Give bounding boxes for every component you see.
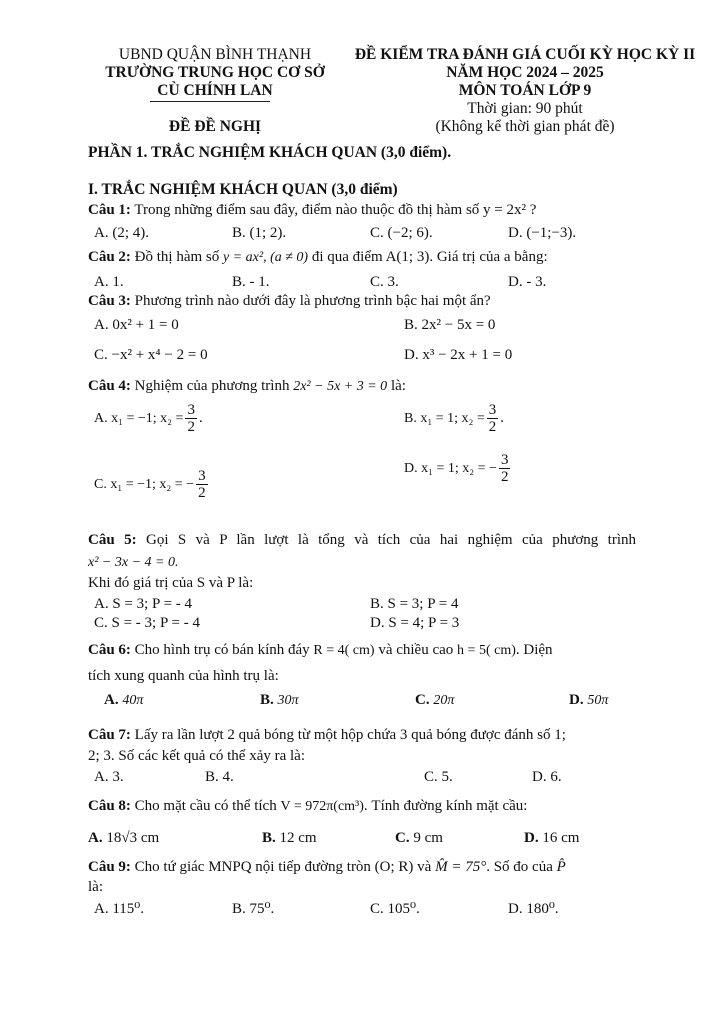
q6-text-pre: Cho hình trụ có bán kính đáy	[134, 642, 310, 658]
q8-a-label: A.	[88, 830, 103, 846]
q4-d-num: 3	[500, 452, 509, 468]
q7-option-a: A. 3.	[94, 769, 124, 785]
question-5	[88, 531, 636, 549]
q6-radius: R = 4( cm)	[313, 643, 375, 658]
q1-option-a: A. (2; 4).	[94, 225, 149, 241]
q1-label: Câu 1:	[88, 202, 131, 218]
q4-d-fraction	[499, 452, 511, 485]
question-9	[88, 858, 566, 876]
q9-text-post: . Số đo của	[486, 859, 553, 875]
q4-option-a	[94, 402, 203, 435]
q3-option-c: C. −x² + x⁴ − 2 = 0	[94, 347, 208, 363]
q6-a-value: 40π	[122, 693, 144, 708]
q7-option-c: C. 5.	[424, 769, 453, 785]
q1-option-b: B. (1; 2).	[232, 225, 287, 241]
q4-b-den: 2	[488, 419, 497, 435]
q6-b-label: B.	[260, 692, 274, 708]
q4-b-num: 3	[488, 402, 497, 418]
q4-d-den: 2	[500, 469, 509, 485]
q2-option-a: A. 1.	[94, 274, 124, 290]
q8-a-value: 18√3 cm	[106, 830, 160, 846]
q6-option-a	[104, 691, 143, 710]
q8-d-value: 16 cm	[542, 830, 580, 846]
q4-b-fraction	[487, 402, 499, 435]
q4-c-text: C. x₁ = −1; x₂ = −	[94, 476, 195, 492]
exam-title: ĐỀ KIỂM TRA ĐÁNH GIÁ CUỐI KỲ HỌC KỲ II	[354, 46, 696, 63]
q4-a-num: 3	[187, 402, 195, 418]
q8-b-label: B.	[262, 830, 276, 846]
question-7	[88, 726, 566, 744]
q6-option-d	[569, 691, 608, 710]
q5-option-c: C. S = - 3; P = - 4	[94, 615, 200, 631]
q2-option-d: D. - 3.	[508, 274, 547, 290]
part-title: PHẦN 1. TRẮC NGHIỆM KHÁCH QUAN (3,0 điểm).	[88, 144, 452, 161]
school-name-line2: CÙ CHÍNH LAN	[157, 82, 273, 99]
q3-text: Phương trình nào dưới đây là phương trình bậc hai một ẩn?	[134, 293, 491, 309]
q6-c-value: 20π	[433, 693, 455, 708]
q5-text-2: Khi đó giá trị của S và P là:	[88, 575, 254, 591]
q8-c-label: C.	[395, 830, 410, 846]
duration-note: (Không kể thời gian phát đề)	[435, 118, 615, 135]
q5-option-b: B. S = 3; P = 4	[370, 596, 459, 612]
school-year: NĂM HỌC 2024 – 2025	[446, 64, 604, 81]
q2-text-post: đi qua điểm A(1; 3). Giá trị của a bằng:	[311, 249, 548, 265]
q4-formula: 2x² − 5x + 3 = 0	[293, 379, 388, 394]
question-8	[88, 797, 527, 816]
q3-option-d: D. x³ − 2x + 1 = 0	[404, 347, 513, 363]
q4-a-text: A. x₁ = −1; x₂ =	[94, 410, 184, 426]
q7-option-b: B. 4.	[205, 769, 234, 785]
q7-option-d: D. 6.	[532, 769, 562, 785]
q4-c-fraction	[196, 468, 208, 501]
q3-option-b: B. 2x² − 5x = 0	[404, 317, 496, 333]
q6-d-value: 50π	[587, 693, 609, 708]
q4-a-period: .	[198, 409, 203, 426]
q6-option-b	[260, 691, 299, 710]
question-1	[88, 201, 536, 219]
q7-label: Câu 7:	[88, 727, 131, 743]
q6-d-label: D.	[569, 692, 584, 708]
q9-option-d: D. 180⁰.	[508, 901, 559, 917]
q1-option-d: D. (−1;−3).	[508, 225, 577, 241]
q9-angle-p: P̂	[556, 859, 566, 875]
q9-text-pre: Cho tứ giác MNPQ nội tiếp đường tròn (O; R) và	[134, 859, 432, 875]
q9-option-a: A. 115⁰.	[94, 901, 145, 917]
q9-option-c: C. 105⁰.	[370, 901, 420, 917]
header-underline	[150, 101, 270, 102]
q4-a-den: 2	[187, 419, 195, 435]
q4-b-period: .	[500, 409, 505, 426]
school-name: TRƯỜNG TRUNG HỌC CƠ SỞ	[105, 64, 325, 81]
q5-formula: x² − 3x − 4 = 0.	[88, 555, 179, 570]
q8-option-a	[88, 829, 159, 847]
q2-text-pre: Đồ thị hàm số	[134, 249, 220, 265]
q4-c-den: 2	[198, 485, 206, 501]
q6-text-post: . Diện	[515, 642, 553, 658]
q8-b-value: 12 cm	[279, 830, 317, 846]
q2-formula: y = ax², (a ≠ 0)	[223, 250, 309, 265]
q8-text-post: . Tính đường kính mặt cầu:	[363, 798, 528, 814]
q5-option-a: A. S = 3; P = - 4	[94, 596, 193, 612]
q1-option-c: C. (−2; 6).	[370, 225, 433, 241]
q6-label: Câu 6:	[88, 642, 131, 658]
duration: Thời gian: 90 phút	[467, 100, 583, 117]
q4-c-num: 3	[198, 468, 206, 484]
q4-d-text: D. x₁ = 1; x₂ = −	[404, 460, 497, 476]
question-4	[88, 377, 406, 396]
q9-label: Câu 9:	[88, 859, 131, 875]
q5-label: Câu 5:	[88, 532, 137, 548]
q4-text-post: là:	[390, 378, 406, 394]
q1-text: Trong những điểm sau đây, điểm nào thuộc đồ thị hàm số y = 2x² ?	[134, 202, 537, 218]
q4-option-d	[404, 452, 512, 485]
q9-formula: M̂ = 75°	[435, 859, 487, 875]
question-2	[88, 248, 548, 267]
q8-text-pre: Cho mặt cầu có thể tích	[134, 798, 277, 814]
district-name: UBND QUẬN BÌNH THẠNH	[118, 46, 312, 63]
q4-label: Câu 4:	[88, 378, 131, 394]
q6-option-c	[415, 691, 454, 710]
q8-option-b	[262, 829, 317, 847]
q7-text: Lấy ra lần lượt 2 quả bóng từ một hộp chứa 3 quả bóng được đánh số 1;	[134, 727, 566, 743]
exam-label: ĐỀ ĐỀ NGHỊ	[168, 118, 262, 135]
q6-text-mid: và chiều cao	[378, 642, 454, 658]
q7-text-2: 2; 3. Số các kết quả có thể xảy ra là:	[88, 748, 306, 764]
q3-option-a: A. 0x² + 1 = 0	[94, 317, 179, 333]
question-3	[88, 292, 491, 310]
q8-label: Câu 8:	[88, 798, 131, 814]
q2-label: Câu 2:	[88, 249, 131, 265]
q8-option-c	[395, 829, 443, 847]
section-title: I. TRẮC NGHIỆM KHÁCH QUAN (3,0 điểm)	[88, 181, 398, 198]
q9-option-b: B. 75⁰.	[232, 901, 275, 917]
question-6	[88, 641, 553, 660]
q4-text-pre: Nghiệm của phương trình	[134, 378, 290, 394]
q6-a-label: A.	[104, 692, 119, 708]
q6-height: h = 5( cm)	[457, 643, 516, 658]
subject: MÔN TOÁN LỚP 9	[458, 82, 592, 99]
q8-c-value: 9 cm	[413, 830, 443, 846]
q5-option-d: D. S = 4; P = 3	[370, 615, 460, 631]
q6-text-2: tích xung quanh của hình trụ là:	[88, 668, 279, 684]
q9-text-2: là:	[88, 879, 103, 895]
q8-formula: V = 972π(cm³)	[280, 799, 364, 814]
q4-b-text: B. x₁ = 1; x₂ =	[404, 410, 485, 426]
q2-option-b: B. - 1.	[232, 274, 270, 290]
q8-option-d	[524, 829, 579, 847]
q5-text: Gọi S và P lần lượt là tổng và tích của hai nghiệm của phương trình	[145, 532, 637, 548]
q6-c-label: C.	[415, 692, 430, 708]
q2-option-c: C. 3.	[370, 274, 399, 290]
q3-label: Câu 3:	[88, 293, 131, 309]
q4-option-b	[404, 402, 504, 435]
q6-b-value: 30π	[277, 693, 299, 708]
q8-d-label: D.	[524, 830, 539, 846]
q4-a-fraction	[185, 402, 197, 435]
q4-option-c	[94, 468, 210, 501]
